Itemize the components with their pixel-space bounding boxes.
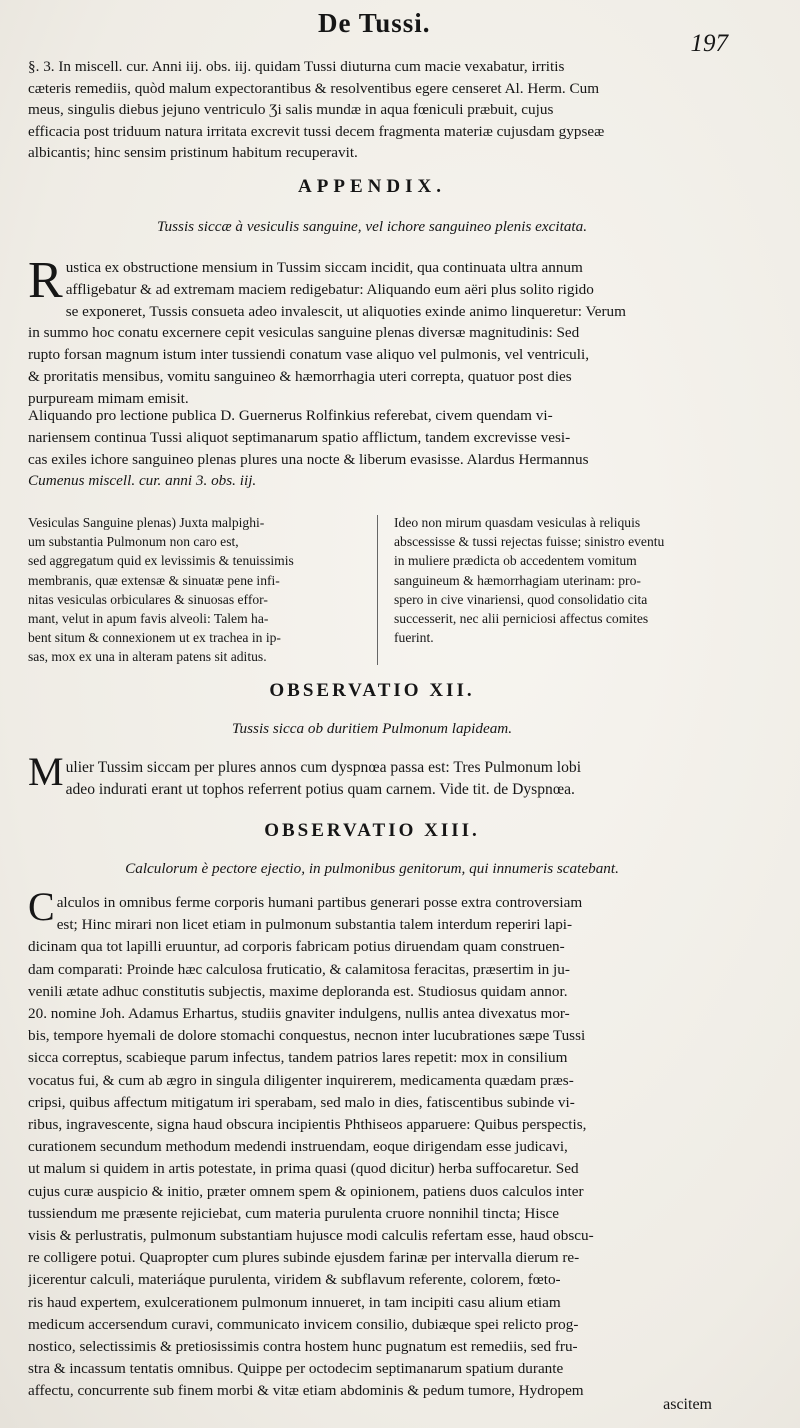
drop-cap: M <box>28 749 64 794</box>
text-line: cæteris remediis, quòd malum expectorantibus & resolventibus egere censeret Al. Herm. Cum <box>28 79 600 97</box>
text-line: Vesiculas Sanguine plenas) Juxta malpighi- <box>28 515 265 530</box>
text-line: sas, mox ex una in alteram patens sit aditus. <box>28 649 267 665</box>
text-line: dam comparati: Proinde hæc calculosa fruticatio, & calamitosa feracitas, præsertim in ju- <box>28 960 570 978</box>
drop-cap: C <box>28 884 55 929</box>
text-line: abscessisse & tussi rejectas fuisse; sinistro eventu <box>394 534 665 550</box>
text-line: in summo hoc conatu excernere cepit vesiculas sanguine plenas diversæ magnitudinis: Sed <box>28 324 580 342</box>
observation-13-subtitle: Calculorum è pectore ejectio, in pulmonibus genitorum, qui innumeris scatebant. <box>125 860 619 877</box>
text-line: jicerentur calculi, materiáque purulenta, viridem & subflavum referente, colorem, fœto- <box>28 1271 561 1289</box>
catchword: ascitem <box>663 1396 712 1413</box>
text-line: mant, velut in apum favis alveoli: Talem ha- <box>28 611 269 627</box>
text-line: successerit, nec alii perniciosi affectus comites <box>394 611 649 627</box>
text-line: sicca correptus, scabieque parum infectus, tandem patrios lares repetit: mox in consilium <box>28 1049 568 1067</box>
text-line: Ideo non mirum quasdam vesiculas à reliquis <box>394 515 641 530</box>
page-header <box>0 8 800 57</box>
text-line: meus, singulis diebus jejuno ventriculo Ʒi salis mundæ in aqua fœniculi præbuit, cujus <box>28 101 554 118</box>
text-line: est; Hinc mirari non licet etiam in pulmonum substantia talem interdum reperiri lapi- <box>56 916 573 934</box>
text-line: efficacia post triduum natura irritata excrevit tussi decem fragmenta materiæ cujusdam gypseæ <box>28 122 605 140</box>
text-line: 20. nomine Joh. Adamus Erhartus, studiis gnaviter indulgens, nullis antea divexatus mor- <box>28 1005 570 1023</box>
text-line: §. 3. In miscell. cur. Anni iij. obs. iij. quidam Tussi diuturna cum macie vexabatur, irritis <box>28 58 565 75</box>
text-line: nariensem continua Tussi aliquot septimanarum spatio afflictum, tandem excrevisse vesi- <box>28 428 571 446</box>
appendix-paragraph-2 <box>28 405 716 492</box>
text-line: alculos in omnibus ferme corporis humani partibus generari posse extra controversiam <box>56 894 583 911</box>
text-line: affectu, concurrente sub finem morbi & vitæ etiam abdominis & pedum tumore, Hydropem <box>28 1382 584 1400</box>
observation-13-heading: OBSERVATIO XIII. <box>264 820 480 841</box>
text-line: venili ætate adhuc constitutis subjectis, maxime deploranda est. Studiosus quidam annor. <box>28 982 568 1000</box>
text-line: curationem secundum methodum medendi instruendam, eoque dirigendam esse judicavi, <box>28 1138 568 1156</box>
page-number: 197 <box>690 30 728 57</box>
text-line: se exponeret, Tussis consueta adeo invalescit, ut aliquoties exinde animo linqueretur: Verum <box>65 302 626 320</box>
text-line: cujus curæ auspicio & initio, præter omnem spem & opinionem, patiens duos calculos inter <box>28 1182 584 1200</box>
text-line: adeo indurati erant ut tophos referrent potius quam carnem. Vide tit. de Dyspnœa. <box>65 781 575 798</box>
text-line: bent situm & connexionem ut ex trachea in ip- <box>28 630 281 646</box>
text-line: Aliquando pro lectione publica D. Guernerus Rolfinkius referebat, civem quendam vi- <box>28 407 553 424</box>
text-line: rupto forsan magnum istum inter tussiendi conatum vase aliquo vel pulmonis, vel ventriculi, <box>28 346 589 364</box>
text-line: dicinam qua tot lapilli eruuntur, ad corporis fabricam potius diruendam quam construen- <box>28 938 565 956</box>
text-line: um substantia Pulmonum non caro est, <box>28 534 239 550</box>
running-head: De Tussi. <box>318 8 431 38</box>
text-line: nitas vesiculas orbiculares & sinuosas effor- <box>28 591 268 607</box>
observation-12-subtitle: Tussis sicca ob duritiem Pulmonum lapideam. <box>231 720 513 737</box>
text-line: re colligere potui. Quapropter cum plures subinde ejusdem farinæ per intervalla dierum re- <box>28 1249 580 1267</box>
appendix-heading: APPENDIX. <box>298 176 446 197</box>
text-line: sed aggregatum quid ex levissimis & tenuissimis <box>28 553 294 569</box>
drop-cap: R <box>28 252 63 309</box>
paragraph-section-3 <box>28 56 716 164</box>
scholion-left-column <box>28 513 368 667</box>
text-line: tussiendum me præsente rejiciebat, cum materia purulenta cruore nonnihil tincta; Hisce <box>28 1204 559 1222</box>
text-line: medicum accersendum curavi, communicato invicem consilio, dubiæque spei relicto prog- <box>28 1315 579 1333</box>
text-line: membranis, quæ extensæ & sinuatæ pene infi- <box>28 572 280 588</box>
text-line: ris haud expertem, exulcerationem pulmonum innueret, in tam incipiti casu alium etiam <box>28 1293 561 1311</box>
observation-12-paragraph <box>28 749 716 801</box>
appendix-paragraph <box>28 252 716 410</box>
text-line: albicantis; hinc sensim pristinum habitum recuperavit. <box>28 144 358 161</box>
text-line: in muliere prædicta ob accedentem vomitum <box>394 553 637 569</box>
text-line: Cumenus miscell. cur. anni 3. obs. iij. <box>28 472 257 490</box>
text-line: bis, tempore hyemali de dolore stomachi conquestus, necnon inter lucubrationes sæpe Tussi <box>28 1027 586 1045</box>
appendix-subtitle: Tussis siccæ à vesiculis sanguine, vel ichore sanguineo plenis excitata. <box>156 218 588 235</box>
text-line: cas exiles ichore sanguineo plenas plures una nocte & liberum evasisse. Alardus Hermannus <box>28 450 589 468</box>
text-line: nostico, selectissimis & pretiosissimis contra hostem hunc pugnatum est remediis, sed fru- <box>28 1338 578 1356</box>
text-line: ut malum si quidem in artis potestate, in prima quasi (quod dicitur) herba suffocaretur. Sed <box>28 1160 579 1178</box>
text-line: fuerint. <box>394 630 434 646</box>
observation-12-heading: OBSERVATIO XII. <box>269 680 475 701</box>
text-line: sanguineum & hæmorrhagiam uterinam: pro- <box>394 572 641 588</box>
text-line: vocatus fui, & cum ab ægro in singula diligenter inquirerem, medicamenta quædam præs- <box>28 1071 574 1089</box>
text-line: cripsi, quibus affectum mitigatum iri sperabam, sed malo in dies, fatiscentibus subinde vi- <box>28 1093 575 1111</box>
observation-13-paragraph <box>28 884 716 1403</box>
text-line: stra & incassum tentatis omnibus. Quippe per octodecim septimanarum spatium durante <box>28 1360 564 1378</box>
text-line: & proritatis mensibus, vomitu sanguineo & hæmorrhagia uteri correpta, quatuor post dies <box>28 367 572 385</box>
text-line: purpuream mimam emisit. <box>28 389 189 407</box>
text-line: ustica ex obstructione mensium in Tussim siccam incidit, qua continuata ultra annum <box>65 259 583 276</box>
text-line: ulier Tussim siccam per plures annos cum dyspnœa passa est: Tres Pulmonum lobi <box>65 759 582 776</box>
text-line: visis & perlustratis, pulmonum substantiam hujusce modi calculis refertam esse, haud obscu- <box>28 1227 594 1245</box>
scholion-right-column <box>394 513 720 647</box>
text-line: affligebatur & ad extremam maciem redigebatur: Aliquando eum aëri plus solito rigido <box>65 280 594 298</box>
text-line: spero in cive vinariensi, quod consolidatio cita <box>394 591 648 607</box>
text-line: ribus, ingravescente, signa haud obscura incipientis Phthiseos apparuere: Quibus perspectis, <box>28 1116 587 1134</box>
column-divider <box>377 515 378 665</box>
